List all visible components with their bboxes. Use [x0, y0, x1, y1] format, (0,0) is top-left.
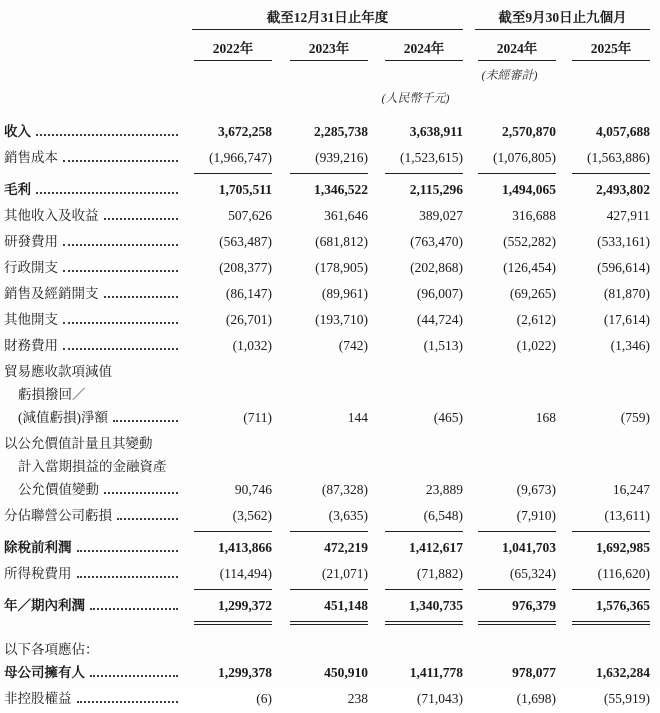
row-value: (71,882): [416, 566, 463, 581]
row-value: (759): [620, 410, 650, 425]
row-label-cell: [4, 308, 192, 328]
row-label: 虧損撥回／: [18, 387, 86, 402]
row-value: 451,148: [324, 598, 368, 613]
row-value: (6,548): [423, 508, 463, 523]
row-value: (533,161): [597, 234, 650, 249]
single-rule: [290, 531, 368, 532]
table-row: [4, 406, 650, 432]
row-value: (681,812): [315, 234, 368, 249]
row-label: 其他開支: [4, 312, 58, 327]
row-value: (1,698): [516, 691, 556, 706]
row-label: 所得稅費用: [4, 566, 72, 581]
row-value: 361,646: [324, 208, 368, 223]
row-label-cell: [4, 455, 192, 475]
currency-note-row: [4, 89, 650, 107]
row-value: 3,672,258: [218, 124, 272, 139]
column-header-2023: 2023年: [290, 37, 368, 61]
row-label: 分佔聯營公司虧損: [4, 508, 112, 523]
dot-leader: [77, 550, 179, 552]
dot-leader: [77, 701, 179, 703]
row-label-cell: [4, 204, 192, 224]
single-rule: [194, 173, 272, 174]
dot-leader: [63, 348, 178, 350]
row-value: 1,041,703: [502, 540, 556, 555]
row-value: 316,688: [512, 208, 556, 223]
double-rule-row: [4, 620, 650, 629]
table-row: [4, 383, 650, 406]
row-value: (1,346): [610, 338, 650, 353]
table-row: [4, 334, 650, 360]
table-row: [4, 687, 650, 713]
row-value: 90,746: [234, 482, 272, 497]
table-row: [4, 594, 650, 620]
row-label: 財務費用: [4, 338, 58, 353]
dot-leader: [77, 576, 179, 578]
row-value: 978,077: [512, 665, 556, 680]
single-rule: [478, 531, 556, 532]
row-value: 1,494,065: [502, 182, 556, 197]
row-value: 389,027: [419, 208, 463, 223]
row-value: (763,470): [410, 234, 463, 249]
row-value: 1,632,284: [596, 665, 650, 680]
row-value: (742): [338, 338, 368, 353]
row-value: (208,377): [219, 260, 272, 275]
row-value: 16,247: [612, 482, 650, 497]
row-label-cell: [4, 638, 192, 658]
row-label: 除稅前利潤: [4, 540, 72, 555]
row-value: 1,692,985: [596, 540, 650, 555]
single-rule: [478, 589, 556, 590]
unaudited-note-row: [4, 66, 650, 84]
row-label: 毛利: [4, 182, 31, 197]
row-label-cell: [4, 687, 192, 707]
dot-leader: [63, 160, 178, 162]
row-label: 行政開支: [4, 260, 58, 275]
dot-leader: [36, 192, 178, 194]
row-value: (3,635): [328, 508, 368, 523]
row-label-cell: [4, 146, 192, 166]
dot-leader: [36, 134, 178, 136]
table-row: [4, 661, 650, 687]
table-row: [4, 504, 650, 530]
row-value: (26,701): [225, 312, 272, 327]
row-label-cell: [4, 661, 192, 681]
row-value: 23,889: [425, 482, 463, 497]
row-label-cell: [4, 178, 192, 198]
row-value: (2,612): [516, 312, 556, 327]
table-row: [4, 120, 650, 146]
row-value: (1,966,747): [209, 150, 272, 165]
row-value: (65,324): [509, 566, 556, 581]
row-value: 1,412,617: [409, 540, 463, 555]
row-value: 1,299,378: [218, 665, 272, 680]
table-row: [4, 204, 650, 230]
row-label-cell: [4, 230, 192, 250]
period-group-nine-months-label: 截至9月30日止九個月: [475, 6, 650, 30]
table-row: [4, 178, 650, 204]
row-value: 2,493,802: [596, 182, 650, 197]
row-label-cell: [4, 256, 192, 276]
row-value: (126,454): [503, 260, 556, 275]
row-value: (202,868): [410, 260, 463, 275]
row-value: 1,413,866: [218, 540, 272, 555]
double-rule: [385, 621, 463, 625]
row-label-cell: [4, 120, 192, 140]
table-body: [4, 120, 650, 713]
row-value: 1,340,735: [409, 598, 463, 613]
row-value: (552,282): [503, 234, 556, 249]
row-label-cell: [4, 562, 192, 582]
period-group-header-row: [4, 6, 650, 33]
row-value: (6): [256, 691, 272, 706]
row-value: 450,910: [324, 665, 368, 680]
row-value: 427,911: [606, 208, 650, 223]
row-value: (13,611): [604, 508, 650, 523]
single-rule: [290, 173, 368, 174]
row-label-cell: [4, 536, 192, 556]
row-value: (71,043): [416, 691, 463, 706]
row-label: 非控股權益: [4, 691, 72, 706]
unaudited-note: (未經審計): [481, 68, 538, 82]
row-label: 計入當期損益的金融資產: [18, 459, 167, 474]
table-row: [4, 308, 650, 334]
row-label-cell: [4, 282, 192, 302]
row-value: (1,076,805): [493, 150, 556, 165]
single-rule: [478, 173, 556, 174]
single-rule: [385, 589, 463, 590]
row-value: 168: [535, 410, 556, 425]
single-rule: [572, 589, 650, 590]
row-label: 以下各項應佔：: [4, 642, 99, 657]
row-value: (193,710): [315, 312, 368, 327]
row-value: 1,299,372: [218, 598, 272, 613]
row-value: (1,563,886): [587, 150, 650, 165]
row-value: (939,216): [315, 150, 368, 165]
row-value: 1,705,511: [218, 182, 272, 197]
table-row: [4, 478, 650, 504]
row-value: (86,147): [225, 286, 272, 301]
double-rule: [194, 621, 272, 625]
row-value: (69,265): [509, 286, 556, 301]
row-value: (178,905): [315, 260, 368, 275]
row-label: 年／期內利潤: [4, 598, 85, 613]
row-value: (563,487): [219, 234, 272, 249]
single-rule: [290, 589, 368, 590]
single-rule: [572, 173, 650, 174]
row-value: (3,562): [232, 508, 272, 523]
single-rule: [385, 173, 463, 174]
single-rule: [385, 531, 463, 532]
row-value: 472,219: [324, 540, 368, 555]
row-value: (17,614): [603, 312, 650, 327]
dot-leader: [104, 492, 178, 494]
dot-leader: [63, 270, 178, 272]
period-group-nine-months: [463, 6, 650, 33]
row-value: (87,328): [321, 482, 368, 497]
row-label: 貿易應收款項減值: [4, 364, 112, 379]
table-row: [4, 146, 650, 172]
dot-leader: [63, 322, 178, 324]
column-header-2024-9m: 2024年: [478, 37, 556, 61]
period-group-annual: [192, 6, 463, 33]
row-value: (55,919): [603, 691, 650, 706]
row-label: 銷售成本: [4, 150, 58, 165]
table-row: [4, 432, 650, 455]
column-header-2022: 2022年: [194, 37, 272, 61]
row-value: (44,724): [416, 312, 463, 327]
row-value: (96,007): [416, 286, 463, 301]
single-rule: [194, 531, 272, 532]
double-rule: [572, 621, 650, 625]
row-value: 1,576,365: [596, 598, 650, 613]
dot-leader: [117, 518, 178, 520]
row-label: 銷售及經銷開支: [4, 286, 99, 301]
currency-note: (人民幣千元): [381, 91, 450, 105]
row-label: 母公司擁有人: [4, 665, 85, 680]
dot-leader: [63, 244, 178, 246]
single-rule: [194, 589, 272, 590]
dot-leader: [104, 296, 179, 298]
row-value: (1,022): [516, 338, 556, 353]
row-value: (21,071): [321, 566, 368, 581]
row-label-cell: [4, 383, 192, 403]
row-value: 1,411,778: [409, 665, 463, 680]
dot-leader: [104, 218, 179, 220]
row-value: 3,638,911: [409, 124, 463, 139]
row-value: (7,910): [516, 508, 556, 523]
table-row: [4, 282, 650, 308]
row-label-cell: [4, 334, 192, 354]
period-group-annual-label: 截至12月31日止年度: [192, 6, 463, 30]
row-label-cell: [4, 406, 192, 426]
row-value: 4,057,688: [596, 124, 650, 139]
row-label: (減值虧損)淨額: [18, 410, 108, 425]
double-rule: [290, 621, 368, 625]
table-row: [4, 562, 650, 588]
row-value: (1,523,615): [400, 150, 463, 165]
row-value: 976,379: [512, 598, 556, 613]
row-label-cell: [4, 360, 192, 380]
dot-leader: [90, 608, 178, 610]
column-header-2025-9m: 2025年: [572, 37, 650, 61]
row-value: (116,620): [597, 566, 650, 581]
row-label: 研發費用: [4, 234, 58, 249]
table-row: [4, 360, 650, 383]
year-header-row: [4, 37, 650, 61]
table-row: [4, 256, 650, 282]
dot-leader: [113, 420, 178, 422]
row-value: 144: [347, 410, 368, 425]
row-value: 2,285,738: [314, 124, 368, 139]
table-row: [4, 455, 650, 478]
row-label: 收入: [4, 124, 31, 139]
double-rule: [478, 621, 556, 625]
row-value: (114,494): [219, 566, 272, 581]
row-value: (1,513): [423, 338, 463, 353]
row-value: 2,115,296: [409, 182, 463, 197]
row-label-cell: [4, 504, 192, 524]
row-label: 其他收入及收益: [4, 208, 99, 223]
row-label: 以公允價值計量且其變動: [4, 436, 153, 451]
row-value: 507,626: [228, 208, 272, 223]
row-value: 238: [347, 691, 368, 706]
table-row: [4, 638, 650, 661]
table-row: [4, 536, 650, 562]
row-label-cell: [4, 432, 192, 452]
row-value: (465): [433, 410, 463, 425]
row-value: 2,570,870: [502, 124, 556, 139]
row-value: (596,614): [597, 260, 650, 275]
row-label-cell: [4, 478, 192, 498]
row-value: (89,961): [321, 286, 368, 301]
dot-leader: [90, 675, 178, 677]
row-value: (9,673): [516, 482, 556, 497]
single-rule: [572, 531, 650, 532]
table-row: [4, 230, 650, 256]
row-value: (711): [243, 410, 272, 425]
row-label: 公允價值變動: [18, 482, 99, 497]
row-value: (1,032): [232, 338, 272, 353]
row-value: 1,346,522: [314, 182, 368, 197]
column-header-2024: 2024年: [385, 37, 463, 61]
row-value: (81,870): [603, 286, 650, 301]
row-label-cell: [4, 594, 192, 614]
